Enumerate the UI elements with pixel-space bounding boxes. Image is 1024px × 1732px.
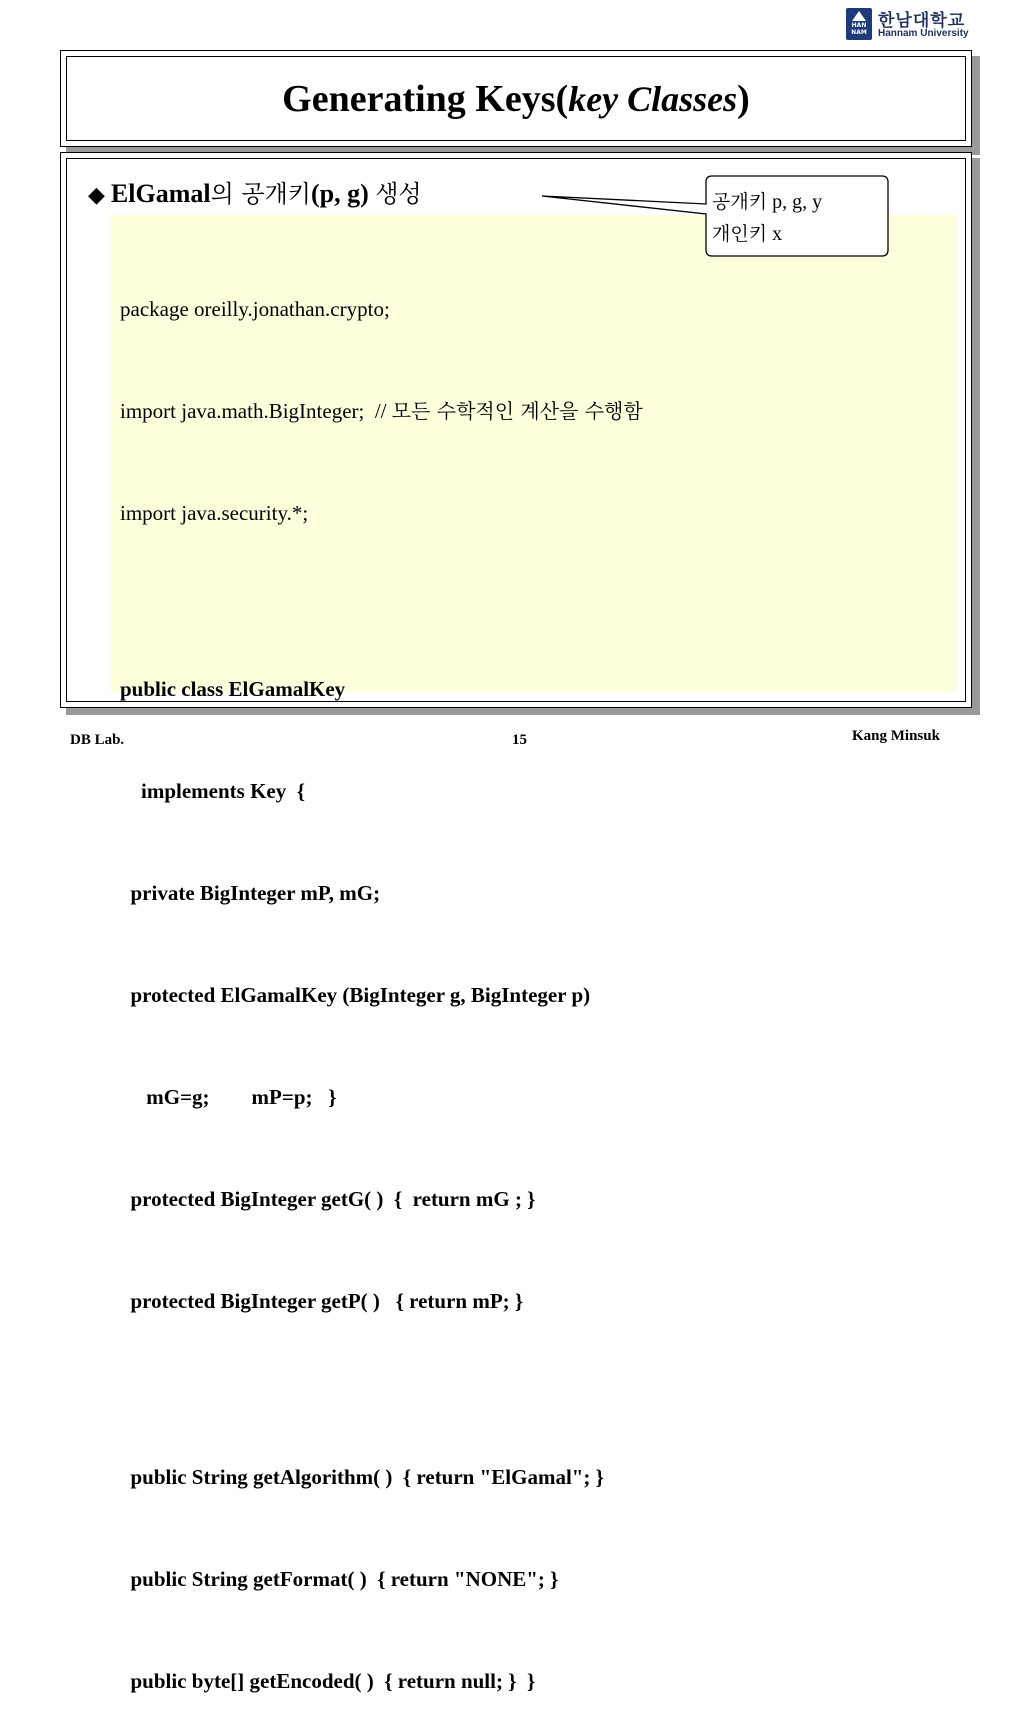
code-line: protected BigInteger getG( ) { return mG ; }	[120, 1187, 536, 1211]
diamond-bullet-icon: ◆	[88, 183, 105, 208]
code-line: mG=g; mP=p; }	[120, 1085, 337, 1109]
section-heading: ◆ ElGamal의 공개키(p, g) 생성	[88, 179, 422, 208]
logo-mark-text: HAN NAM	[851, 22, 867, 36]
code-line: implements Key {	[120, 779, 306, 803]
university-logo-icon	[846, 8, 872, 40]
code-line: protected BigInteger getP( ) { return mP; }	[120, 1289, 524, 1313]
code-block	[120, 224, 643, 1732]
title-box	[60, 50, 972, 147]
footer-author: Kang Minsuk	[852, 728, 940, 744]
slide-title: Generating Keys(key Classes)	[282, 77, 750, 120]
code-line: public String getAlgorithm( ) { return "ElGamal"; }	[120, 1465, 604, 1489]
logo-english-name: Hannam University	[878, 28, 969, 39]
code-line: public String getFormat( ) { return "NONE"; }	[120, 1567, 559, 1591]
code-comment: 모든 수학적인 계산을 수행함	[391, 399, 643, 423]
title-italic: key Classes	[568, 78, 738, 119]
code-line: import java.math.BigInteger; // 모든 수학적인 계산을 수행함	[120, 399, 643, 423]
code-line: package oreilly.jonathan.crypto;	[120, 297, 390, 321]
code-line: protected ElGamalKey (BigInteger g, BigInteger p)	[120, 983, 591, 1007]
footer-lab: DB Lab.	[70, 732, 125, 748]
code-line: public class ElGamalKey	[120, 677, 346, 701]
code-line: public byte[] getEncoded( ) { return null; } }	[120, 1669, 536, 1693]
code-line: import java.security.*;	[120, 501, 309, 525]
page-number: 15	[512, 732, 527, 748]
callout-text: 공개키 p, g, y 개인키 x	[712, 191, 823, 245]
logo-korean-name: 한남대학교	[878, 11, 966, 31]
code-line: private BigInteger mP, mG;	[120, 881, 381, 905]
university-logo	[846, 6, 982, 42]
